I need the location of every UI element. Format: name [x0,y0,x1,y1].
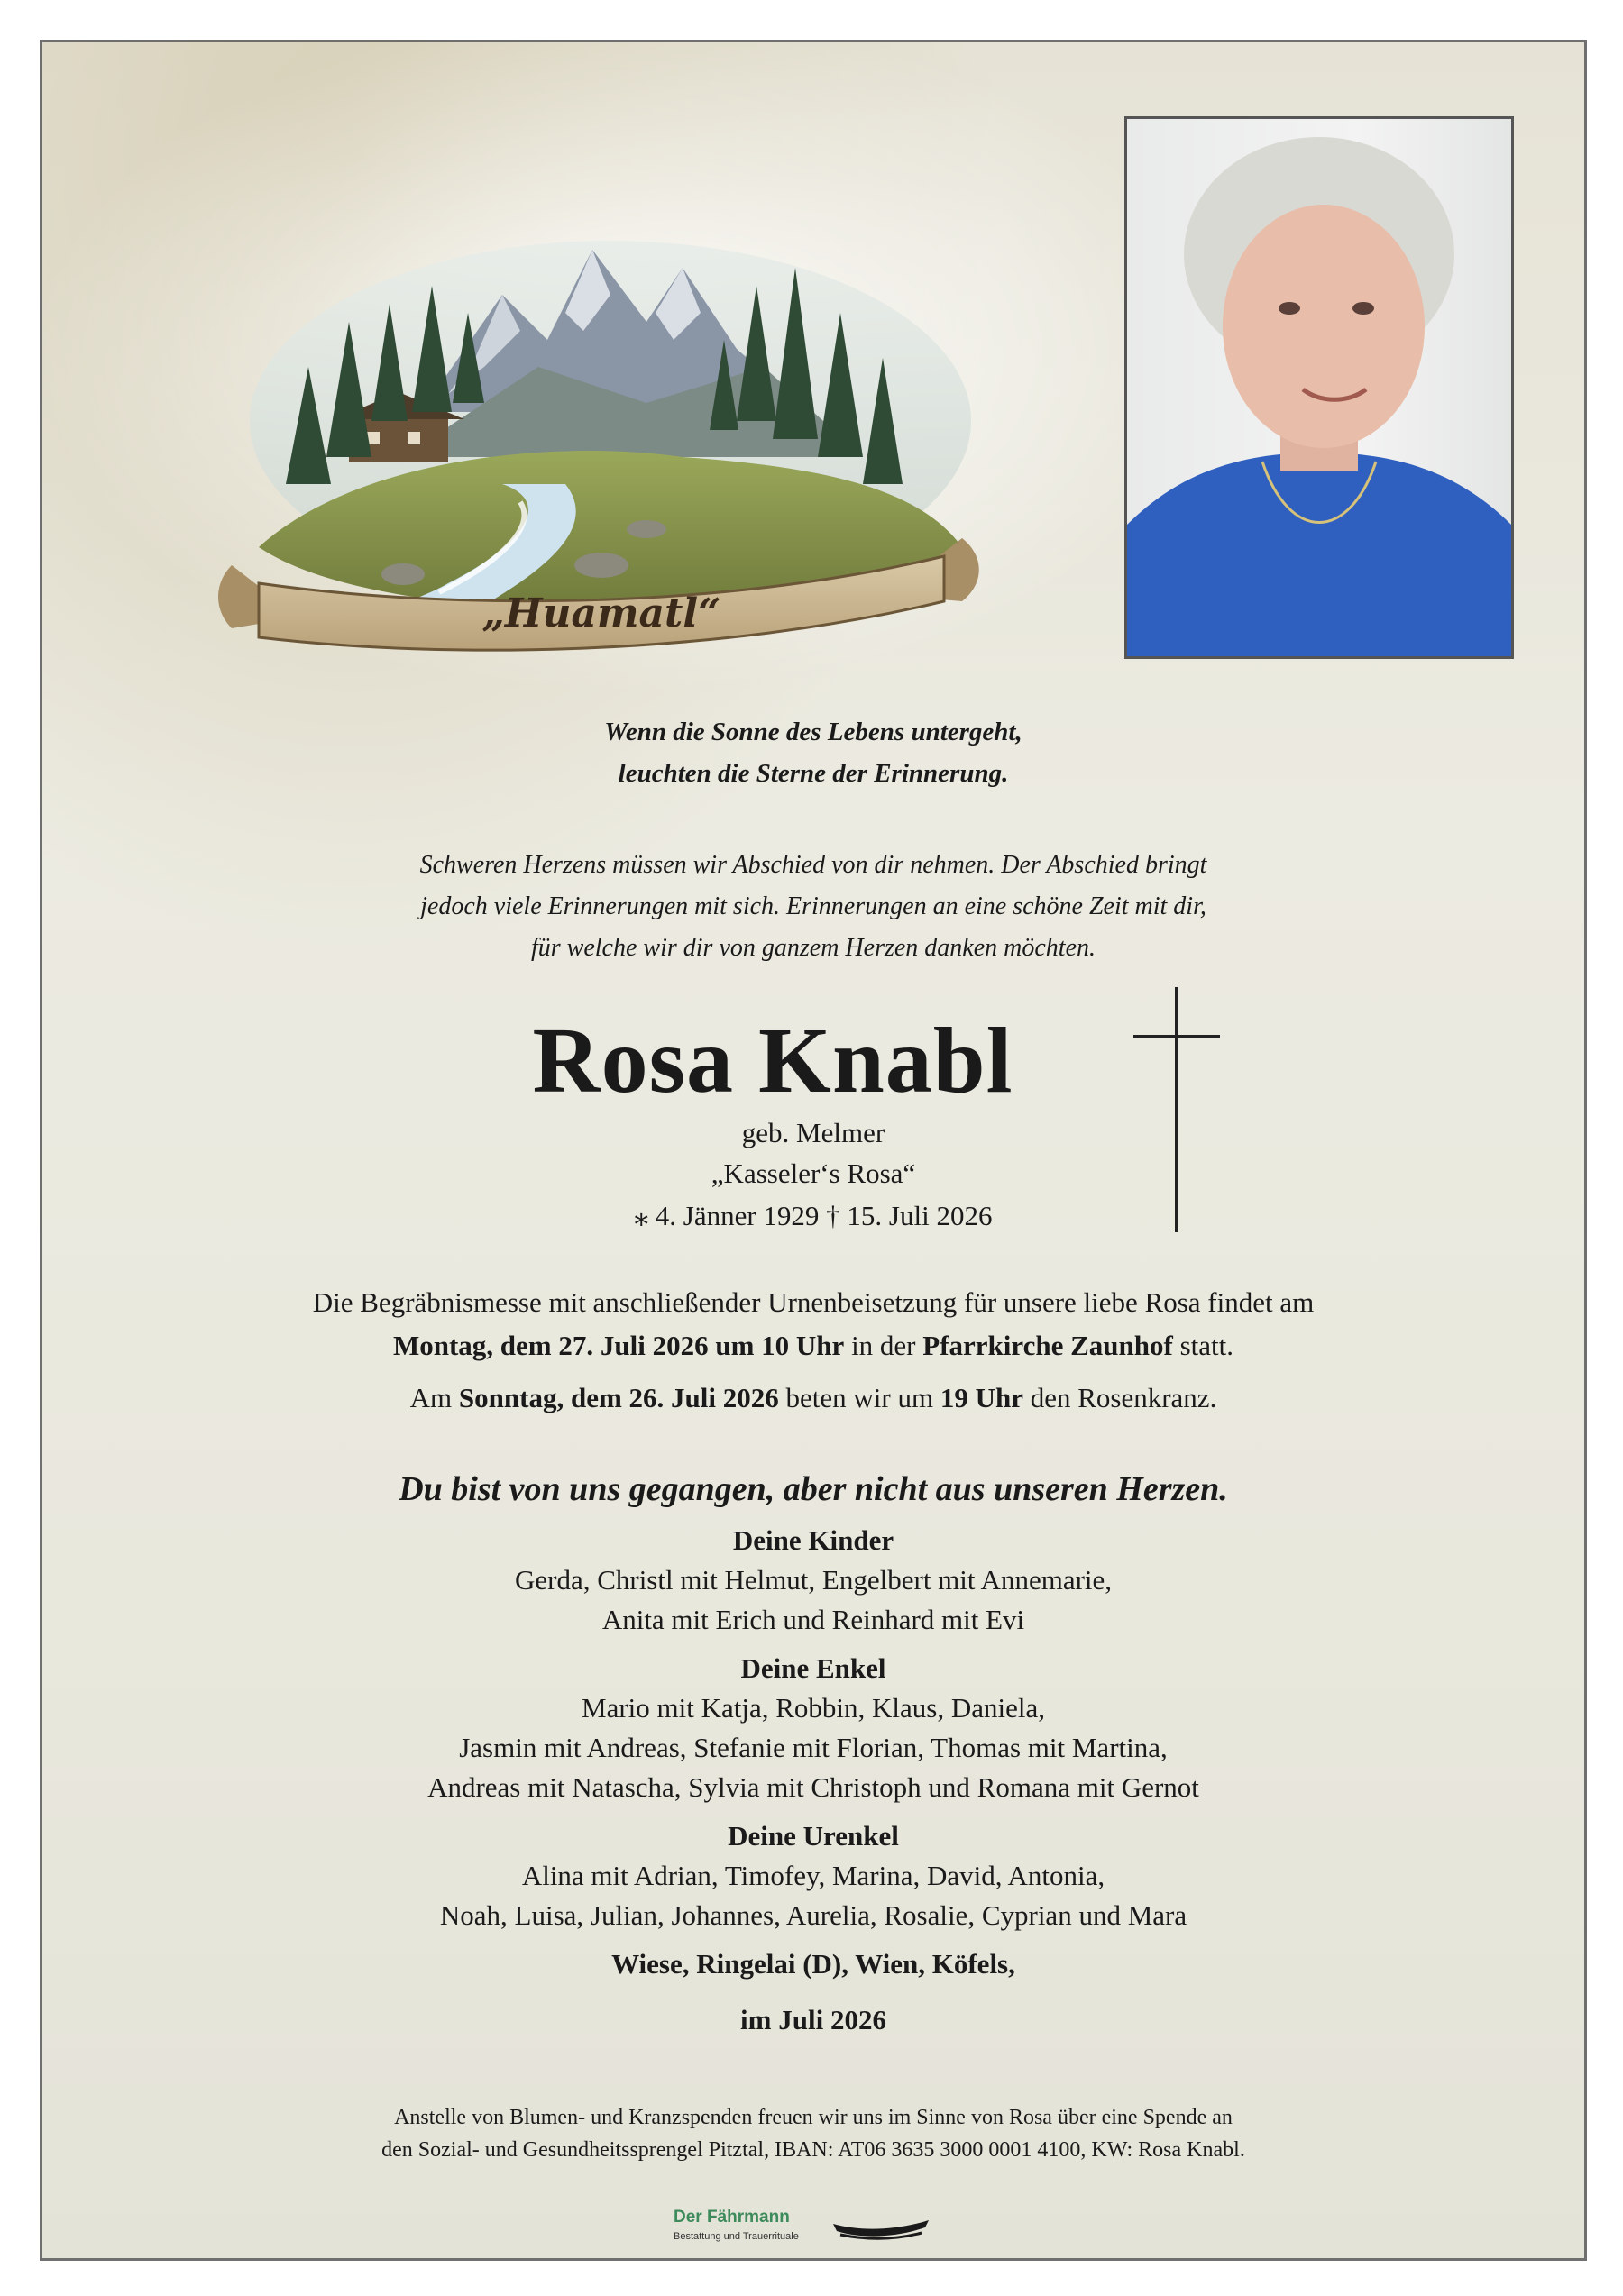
great-grandchildren-line: Alina mit Adrian, Timofey, Marina, David, Antonia, [521,1860,1105,1891]
children-group [42,1521,1584,1640]
family-list [42,1521,1584,2040]
funeral-end: statt. [1172,1330,1233,1361]
funeral-line-2 [42,1324,1584,1368]
donation-line: Anstelle von Blumen- und Kranzspenden freuen wir uns im Sinne von Rosa über eine Spende an [394,2106,1233,2129]
birth-name: geb. Melmer [741,1117,885,1148]
intro-line: jedoch viele Erinnerungen mit sich. Erinnerungen an eine schöne Zeit mit dir, [420,892,1206,920]
grandchildren-group [42,1649,1584,1807]
funeral-mid: in der [844,1330,923,1361]
great-grandchildren-group [42,1816,1584,1935]
great-grandchildren-line: Noah, Luisa, Julian, Johannes, Aurelia, Rosalie, Cyprian und Mara [439,1899,1187,1931]
rosary-pre: Am [409,1382,459,1413]
places: Wiese, Ringelai (D), Wien, Köfels, [611,1948,1015,1980]
grandchildren-line: Andreas mit Natascha, Sylvia mit Christoph und Romana mit Gernot [427,1771,1199,1803]
motto [42,711,1584,794]
funeral-home-logo [674,2206,944,2251]
life-dates: ⁎ 4. Jänner 1929 † 15. Juli 2026 [634,1200,993,1231]
donation-line: den Sozial- und Gesundheitssprengel Pitztal, IBAN: AT06 3635 3000 0001 4100, KW: Rosa Knabl. [381,2138,1245,2162]
intro-text [42,845,1584,969]
boat-icon [831,2211,931,2242]
intro-line: für welche wir dir von ganzem Herzen danken möchten. [531,934,1096,962]
rosary-mid: beten wir um [778,1382,940,1413]
motto-line: Wenn die Sonne des Lebens untergeht, [604,718,1022,746]
logo-subtitle: Bestattung und Trauerrituale [674,2231,799,2242]
funeral-date: Montag, dem 27. Juli 2026 um 10 Uhr [392,1330,845,1361]
funeral-info [42,1281,1584,1368]
rosary-info [42,1377,1584,1420]
grandchildren-line: Mario mit Katja, Robbin, Klaus, Daniela, [582,1692,1045,1724]
grandchildren-line: Jasmin mit Andreas, Stefanie mit Florian, Thomas mit Martina, [459,1732,1168,1763]
funeral-church: Pfarrkirche Zaunhof [922,1330,1173,1361]
children-heading: Deine Kinder [732,1524,894,1556]
obituary-card [40,40,1587,2261]
rosary-date: Sonntag, dem 26. Juli 2026 [458,1382,779,1413]
banner-text: „Huamatl“ [481,590,721,636]
funeral-line: Die Begräbnismesse mit anschließender Urnenbeisetzung für unsere liebe Rosa findet am [312,1286,1315,1318]
grandchildren-heading: Deine Enkel [740,1652,886,1684]
alpine-landscape-illustration [178,187,1016,673]
deceased-name: Rosa Knabl [532,1009,1013,1112]
farewell-quote: Du bist von uns gegangen, aber nicht aus unseren Herzen. [399,1470,1228,1508]
children-line: Anita mit Erich und Reinhard mit Evi [601,1604,1025,1635]
intro-line: Schweren Herzens müssen wir Abschied von dir nehmen. Der Abschied bringt [419,851,1207,879]
nickname: „Kasseler‘s Rosa“ [711,1157,916,1189]
children-line: Gerda, Christl mit Helmut, Engelbert mit Annemarie, [514,1564,1113,1596]
motto-line: leuchten die Sterne der Erinnerung. [618,759,1009,788]
month-year: im Juli 2026 [740,2004,886,2035]
rosary-end: den Rosenkranz. [1022,1382,1217,1413]
donation-note [42,2101,1584,2166]
portrait-photo [1124,116,1514,659]
great-grandchildren-heading: Deine Urenkel [728,1820,899,1852]
rosary-time: 19 Uhr [940,1382,1023,1413]
logo-title: Der Fährmann [674,2208,790,2227]
